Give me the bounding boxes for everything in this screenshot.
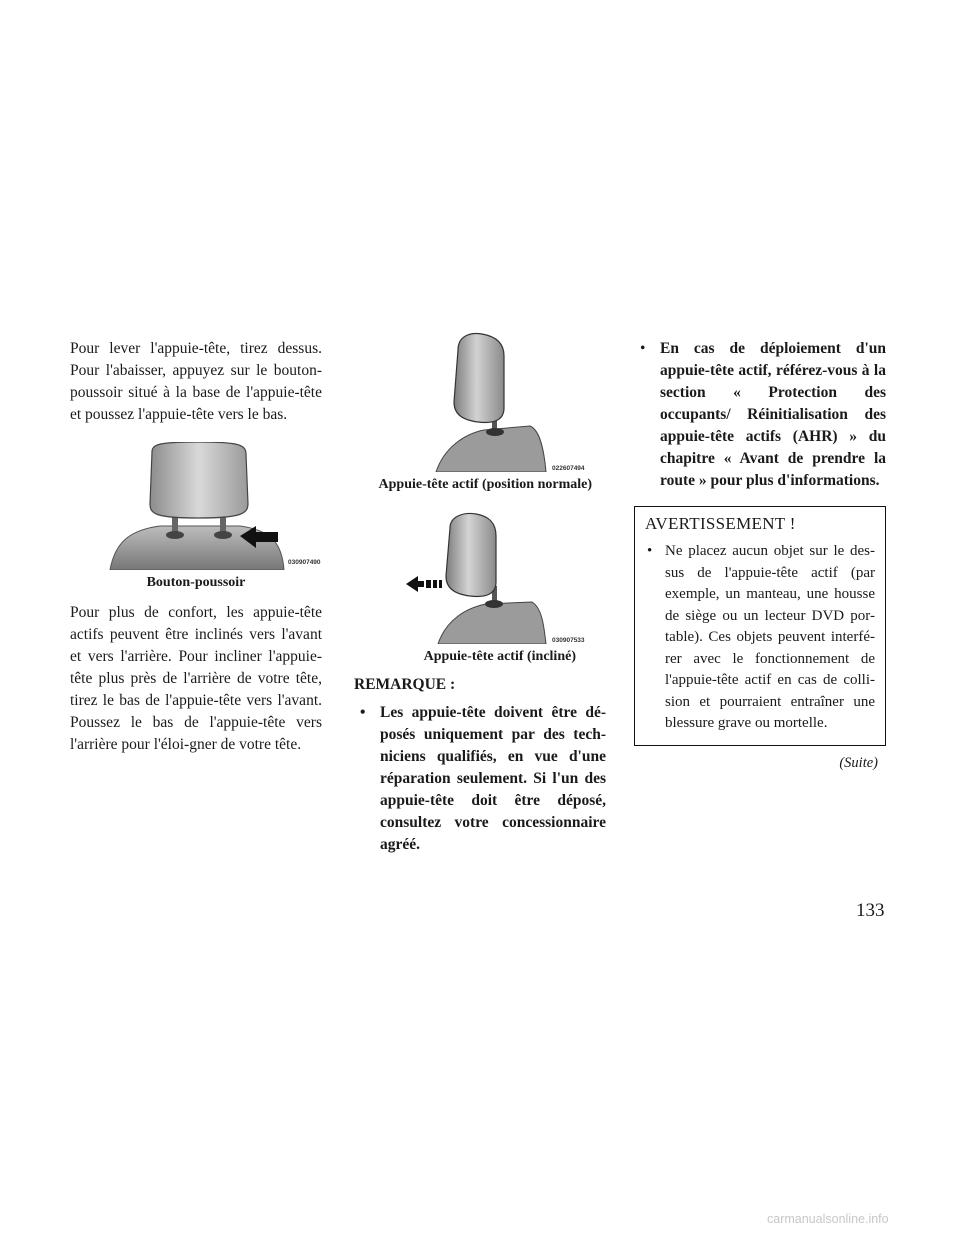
warning-text: Ne placez aucun objet sur le des-sus de l'appuie-tête actif (par exemple, un manteau, une housse de siège ou un lecteur DVD por-table). Ces objets peuvent interfé-rer avec le fonctionnement de l'appuie-tête actif en cas de colli-sion et pourraient entraîner une blessure grave ou mortelle.: [665, 543, 875, 731]
figure-caption: Appuie-tête actif (position normale): [378, 477, 592, 492]
chapter-reference: « Avant de prendre la route »: [660, 450, 886, 489]
note-bullet: • Les appuie-tête doivent être dé-posés uniquement par des tech-niciens qualifiés, en vue d'une réparation seulement. Si l'un des appuie-tête doit être déposé, consultez votre concessionnaire agréé.: [360, 704, 606, 853]
figure-headrest-normal: [354, 330, 606, 472]
bullet-text-part2: du chapitre: [660, 428, 887, 467]
headrest-normal-illustration: [354, 330, 606, 472]
figure-code: 030907490: [288, 559, 321, 566]
arrow-left-dashed-icon: [406, 576, 424, 592]
warning-title: AVERTISSEMENT !: [645, 514, 796, 533]
headrest-tilted-illustration: [354, 512, 606, 644]
watermark-link[interactable]: carmanualsonline.info: [767, 1212, 889, 1226]
warning-bullet: • Ne placez aucun objet sur le des-sus de l'appuie-tête actif (par exemple, un manteau, une housse de siège ou un lecteur DVD por-table). Ces objets peuvent interfé-rer avec le fonctionnement de l'appuie-tête actif en cas de colli-sion et pourraient entraîner une blessure grave ou mortelle.: [647, 543, 875, 731]
page-number: 133: [856, 900, 885, 921]
headrest-push-button-illustration: [70, 442, 322, 570]
bullet-text-part3: pour plus d'informations.: [710, 472, 880, 489]
reset-info-bullet: • En cas de déploiement d'un appuie-tête actif, référez-vous à la section « Protection des occupants/ Réinitialisation des appuie-tête actifs (AHR) » du chapitre « Avant de prendre la route » pour plus d'informations.: [640, 340, 887, 489]
note-title: REMARQUE :: [354, 676, 456, 693]
section-reference: « Protection des occupants/ Réinitialisation des appuie-tête actifs (AHR) »: [660, 384, 886, 445]
figure-code: 030907533: [552, 637, 585, 644]
warning-box: [634, 506, 886, 746]
figure-caption: Bouton-poussoir: [146, 575, 246, 590]
note-bullet-text: Les appuie-tête doivent être dé-posés uniquement par des tech-niciens qualifiés, en vue d'une réparation seulement. Si l'un des appuie-tête doit être déposé, consultez votre concessionnaire agréé.: [380, 704, 606, 853]
figure-code: 022607494: [552, 465, 585, 472]
figure-caption: Appuie-tête actif (incliné): [423, 649, 576, 664]
column-right: [634, 338, 886, 774]
figure-push-button: [70, 442, 322, 570]
figure-headrest-tilted: [354, 512, 606, 644]
bullet-text-part1: En cas de déploiement d'un appuie-tête actif, référez-vous à la section: [660, 340, 886, 401]
paragraph-raise-headrest: Pour lever l'appuie-tête, tirez dessus. Pour l'abaisser, appuyez sur le bouton-poussoir situé à la base de l'appuie-tête et poussez l'appuie-tête vers le bas.: [70, 340, 322, 423]
continued-label: (Suite): [839, 754, 878, 771]
column-middle: [354, 330, 606, 856]
column-left: [70, 338, 322, 756]
paragraph-comfort: Pour plus de confort, les appuie-tête actifs peuvent être inclinés vers l'avant et vers l'arrière. Pour incliner l'appuie-tête plus près de l'arrière de votre tête, tirez le bas de l'appuie-tête vers l'avant. Poussez le bas de l'appuie-tête vers l'arrière pour l'éloi-gner de votre tête.: [70, 604, 322, 753]
